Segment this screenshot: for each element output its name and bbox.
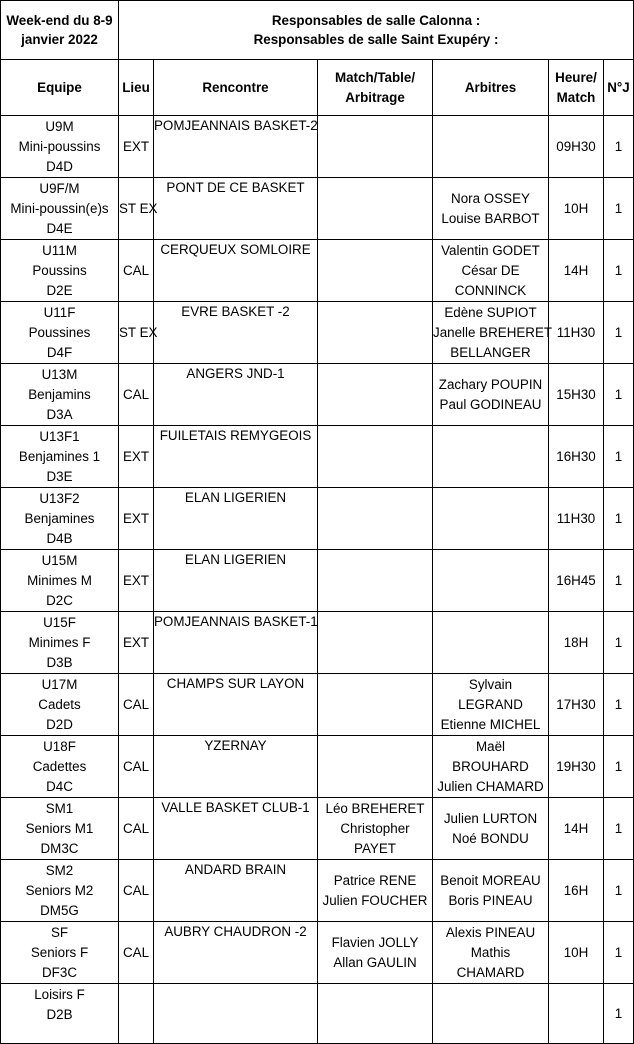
equipe-cell — [1, 426, 119, 488]
nj-cell: 1 — [604, 674, 634, 736]
nj-cell: 1 — [604, 240, 634, 302]
table-row — [1, 488, 634, 550]
equipe-line: D2C — [46, 593, 73, 608]
match-table-line: Christopher — [340, 820, 410, 836]
col-header-heure — [549, 60, 604, 116]
equipe-cell — [1, 550, 119, 612]
equipe-cell — [1, 798, 119, 860]
equipe-line: SM1 — [45, 801, 74, 816]
arbitre-line: Zachary POUPIN — [438, 376, 543, 392]
arbitres-cell — [433, 674, 549, 736]
lieu-cell: EXT — [119, 550, 154, 612]
lieu-cell: CAL — [119, 736, 154, 798]
lieu-cell: CAL — [119, 798, 154, 860]
lieu-cell: CAL — [119, 364, 154, 426]
equipe-line: Benjamins — [28, 387, 91, 402]
arbitres-cell — [433, 116, 549, 178]
equipe-line: Poussines — [28, 325, 91, 340]
equipe-cell — [1, 116, 119, 178]
arbitre-line: BELLANGER — [450, 344, 531, 360]
table-row — [1, 116, 634, 178]
lieu-cell — [119, 984, 154, 1044]
equipe-line: DF3C — [42, 965, 77, 980]
table-row — [1, 550, 634, 612]
arbitres-cell — [433, 860, 549, 922]
heure-cell — [549, 984, 604, 1044]
nj-cell: 1 — [604, 922, 634, 984]
arbitre-line: Julien LURTON — [443, 810, 538, 826]
lieu-cell: ST EX — [119, 302, 154, 364]
lieu-cell: EXT — [119, 612, 154, 674]
arbitre-line: Alexis PINEAU — [445, 924, 536, 940]
nj-cell: 1 — [604, 302, 634, 364]
equipe-line: D2E — [46, 283, 73, 298]
rencontre-cell: POMJEANNAIS BASKET-1 — [154, 612, 318, 674]
equipe-line: U9F/M — [39, 181, 80, 196]
match-table-line: Léo BREHERET — [325, 800, 425, 816]
heure-cell: 16H30 — [549, 426, 604, 488]
match-table-cell — [318, 178, 433, 240]
match-table-line: Julien FOUCHER — [322, 892, 428, 908]
equipe-line: Cadettes — [32, 759, 87, 774]
match-table-cell — [318, 612, 433, 674]
arbitres-cell — [433, 302, 553, 364]
arbitres-cell — [433, 612, 549, 674]
col-header-arbitres: Arbitres — [433, 60, 549, 116]
heure-cell: 18H — [549, 612, 604, 674]
col-header-nj: N°J — [604, 60, 634, 116]
col-header-equipe: Equipe — [1, 60, 119, 116]
equipe-line: Benjamines 1 — [18, 449, 101, 464]
equipe-cell — [1, 922, 119, 984]
equipe-line: Mini-poussins — [18, 139, 101, 154]
equipe-line: U15F — [43, 615, 76, 630]
lieu-cell: EXT — [119, 116, 154, 178]
heure-cell: 10H — [549, 178, 604, 240]
equipe-line: U18F — [43, 739, 76, 754]
table-row — [1, 922, 634, 984]
nj-cell: 1 — [604, 984, 634, 1044]
heure-cell: 14H — [549, 240, 604, 302]
equipe-line: D4C — [46, 779, 73, 794]
equipe-line: Mini-poussin(e)s — [10, 201, 109, 216]
arbitre-line: Maël — [475, 738, 506, 754]
arbitre-line: CHAMARD — [456, 964, 525, 980]
table-row — [1, 674, 634, 736]
match-table-cell — [318, 426, 433, 488]
lieu-cell: EXT — [119, 426, 154, 488]
table-row — [1, 364, 634, 426]
equipe-cell — [1, 612, 119, 674]
match-table-line: PAYET — [354, 840, 396, 856]
equipe-line: U13F1 — [39, 429, 80, 444]
rencontre-cell: POMJEANNAIS BASKET-2 — [154, 116, 318, 178]
match-table-cell — [318, 922, 433, 984]
weekend-cell — [1, 1, 119, 60]
rencontre-cell: ANGERS JND-1 — [154, 364, 318, 426]
rencontre-cell: FUILETAIS REMYGEOIS — [154, 426, 318, 488]
col-header-heure-line2: Match — [556, 89, 596, 105]
equipe-line: DM3C — [40, 841, 79, 856]
heure-cell: 15H30 — [549, 364, 604, 426]
arbitres-cell — [433, 736, 549, 798]
match-table-cell — [318, 736, 433, 798]
arbitre-line: Benoit MOREAU — [440, 872, 541, 888]
arbitre-line: Paul GODINEAU — [439, 396, 542, 412]
nj-cell: 1 — [604, 178, 634, 240]
match-table-cell — [318, 860, 433, 922]
equipe-line: D3B — [46, 655, 73, 670]
equipe-line: Seniors F — [30, 945, 89, 960]
equipe-line: D3E — [46, 469, 73, 484]
col-header-match-table — [318, 60, 433, 116]
nj-cell: 1 — [604, 488, 634, 550]
table-row — [1, 798, 634, 860]
col-header-lieu: Lieu — [119, 60, 154, 116]
arbitre-line: BROUHARD — [452, 758, 529, 774]
equipe-line: D4E — [46, 221, 73, 236]
arbitres-cell — [433, 550, 549, 612]
responsables-saint-exupery: Responsables de salle Saint Exupéry : — [253, 32, 499, 47]
match-table-cell — [318, 550, 433, 612]
match-table-cell — [318, 984, 433, 1044]
equipe-line: U11M — [42, 243, 77, 258]
heure-cell: 09H30 — [549, 116, 604, 178]
equipe-line: Minimes M — [27, 573, 92, 588]
match-table-cell — [318, 302, 433, 364]
match-table-line: Patrice RENE — [333, 872, 417, 888]
equipe-line: SF — [50, 925, 69, 940]
equipe-line: U15M — [41, 553, 78, 568]
rencontre-cell: EVRE BASKET -2 — [154, 302, 318, 364]
equipe-cell — [1, 240, 119, 302]
nj-cell: 1 — [604, 550, 634, 612]
equipe-line: U13M — [41, 367, 78, 382]
equipe-line: D4F — [46, 345, 73, 360]
table-row — [1, 240, 634, 302]
col-header-match-table-line1: Match/Table/ — [334, 69, 416, 85]
col-header-heure-line1: Heure/ — [555, 69, 597, 85]
equipe-cell — [1, 674, 119, 736]
arbitre-line: Noé BONDU — [452, 830, 529, 846]
arbitres-cell — [433, 922, 549, 984]
equipe-line: U13F2 — [39, 491, 80, 506]
equipe-cell — [1, 178, 119, 240]
equipe-line: Cadets — [38, 697, 81, 712]
equipe-cell — [1, 488, 119, 550]
arbitre-line: Julien CHAMARD — [437, 778, 544, 794]
responsables-cell — [119, 1, 634, 60]
equipe-cell — [1, 736, 119, 798]
match-table-line: Allan GAULIN — [333, 954, 417, 970]
arbitre-line: Edène SUPIOT — [444, 304, 537, 320]
equipe-cell — [1, 984, 119, 1044]
lieu-cell: CAL — [119, 674, 154, 736]
arbitres-cell — [433, 984, 549, 1044]
arbitre-line: Janelle BREHERET — [433, 324, 553, 340]
equipe-line: D4D — [46, 159, 73, 174]
heure-cell: 16H45 — [549, 550, 604, 612]
table-row — [1, 178, 634, 240]
equipe-cell — [1, 364, 119, 426]
rencontre-cell: ELAN LIGERIEN — [154, 550, 318, 612]
heure-cell: 16H — [549, 860, 604, 922]
match-table-cell — [318, 674, 433, 736]
arbitres-cell — [433, 798, 549, 860]
equipe-line: D2D — [46, 717, 73, 732]
arbitre-line: Nora OSSEY — [451, 190, 530, 206]
table-row — [1, 984, 634, 1044]
equipe-line: Benjamines — [24, 511, 95, 526]
equipe-line: U9M — [45, 119, 74, 134]
rencontre-cell: CERQUEUX SOMLOIRE — [154, 240, 318, 302]
table-row — [1, 426, 634, 488]
equipe-line: SM2 — [45, 863, 74, 878]
equipe-line: Loisirs F — [34, 987, 85, 1002]
match-table-cell — [318, 116, 433, 178]
equipe-line: Seniors M2 — [25, 883, 94, 898]
equipe-line: D4B — [46, 531, 73, 546]
nj-cell: 1 — [604, 116, 634, 178]
heure-cell: 11H30 — [549, 488, 604, 550]
table-row — [1, 860, 634, 922]
weekend-line-2: janvier 2022 — [21, 32, 98, 47]
equipe-line: DM5G — [40, 903, 79, 918]
lieu-cell: CAL — [119, 922, 154, 984]
nj-cell: 1 — [604, 736, 634, 798]
rencontre-cell: ANDARD BRAIN — [154, 860, 318, 922]
arbitre-line: Louise BARBOT — [441, 210, 540, 226]
table-row — [1, 736, 634, 798]
equipe-line: D2B — [46, 1007, 73, 1022]
equipe-cell — [1, 302, 119, 364]
match-table-cell — [318, 798, 433, 860]
nj-cell: 1 — [604, 612, 634, 674]
equipe-line: Seniors M1 — [25, 821, 94, 836]
rencontre-cell: AUBRY CHAUDRON -2 — [154, 922, 318, 984]
lieu-cell: CAL — [119, 860, 154, 922]
equipe-cell — [1, 860, 119, 922]
responsables-calonna: Responsables de salle Calonna : — [271, 13, 481, 28]
match-table-cell — [318, 364, 433, 426]
lieu-cell: CAL — [119, 240, 154, 302]
heure-cell: 11H30 — [549, 302, 604, 364]
col-header-rencontre: Rencontre — [154, 60, 318, 116]
arbitres-cell — [433, 240, 549, 302]
arbitres-cell — [433, 178, 549, 240]
arbitre-line: César DE — [461, 262, 520, 278]
lieu-cell: ST EX — [119, 178, 154, 240]
col-header-match-table-line2: Arbitrage — [345, 89, 405, 105]
lieu-cell: EXT — [119, 488, 154, 550]
heure-cell: 19H30 — [549, 736, 604, 798]
table-row — [1, 612, 634, 674]
equipe-line: U17M — [41, 677, 78, 692]
arbitres-cell — [433, 426, 549, 488]
arbitre-line: CONNINCK — [454, 282, 527, 298]
table-row — [1, 302, 634, 364]
match-table-line: Flavien JOLLY — [331, 934, 419, 950]
nj-cell: 1 — [604, 364, 634, 426]
heure-cell: 14H — [549, 798, 604, 860]
weekend-line-1: Week-end du 8-9 — [6, 13, 113, 28]
heure-cell: 17H30 — [549, 674, 604, 736]
match-table-cell — [318, 488, 433, 550]
arbitre-line: Valentin GODET — [441, 242, 540, 258]
equipe-line: U11F — [43, 305, 76, 320]
nj-cell: 1 — [604, 798, 634, 860]
nj-cell: 1 — [604, 426, 634, 488]
match-table-cell — [318, 240, 433, 302]
arbitre-line: Mathis — [470, 944, 511, 960]
arbitre-line: Boris PINEAU — [448, 892, 533, 908]
rencontre-cell: YZERNAY — [154, 736, 318, 798]
rencontre-cell: PONT DE CE BASKET — [154, 178, 318, 240]
heure-cell: 10H — [549, 922, 604, 984]
equipe-line: Minimes F — [28, 635, 91, 650]
rencontre-cell: VALLE BASKET CLUB-1 — [154, 798, 318, 860]
arbitres-cell — [433, 364, 549, 426]
nj-cell: 1 — [604, 860, 634, 922]
arbitre-line: Sylvain — [468, 676, 513, 692]
rencontre-cell: CHAMPS SUR LAYON — [154, 674, 318, 736]
arbitres-cell — [433, 488, 549, 550]
equipe-line: Poussins — [32, 263, 87, 278]
rencontre-cell — [154, 984, 318, 1044]
arbitre-line: LEGRAND — [458, 696, 523, 712]
equipe-line: D3A — [46, 407, 73, 422]
arbitre-line: Etienne MICHEL — [440, 716, 541, 732]
rencontre-cell: ELAN LIGERIEN — [154, 488, 318, 550]
